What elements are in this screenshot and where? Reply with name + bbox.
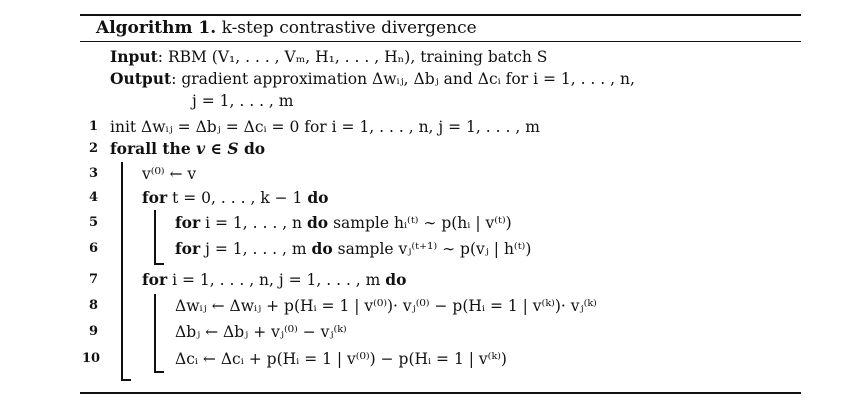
- line-5: for i = 1, . . . , n do sample hᵢ⁽ᵗ⁾ ∼ p(hᵢ | v⁽ᵗ⁾): [175, 213, 512, 232]
- line-number-5: 5: [88, 215, 98, 230]
- output-text: : gradient approximation Δwᵢⱼ, Δbⱼ and Δcᵢ for i = 1, . . . , n,: [171, 70, 635, 88]
- algorithm-caption: [96, 18, 477, 38]
- line-number-8: 8: [88, 298, 98, 313]
- line-7: for i = 1, . . . , n, j = 1, . . . , m do: [142, 270, 407, 289]
- algorithm-title: k-step contrastive divergence: [221, 18, 477, 38]
- for-ij-block-end: [154, 371, 164, 373]
- algorithm-label: Algorithm 1.: [96, 18, 217, 38]
- line-number-7: 7: [88, 272, 98, 287]
- input-label: Input: [110, 47, 158, 66]
- input-text: : RBM (V₁, . . . , Vₘ, H₁, . . . , Hₙ), training batch S: [157, 48, 548, 66]
- for-t-block-bar: [154, 210, 156, 264]
- caption-rule: [80, 41, 801, 42]
- line-4: for t = 0, . . . , k − 1 do: [142, 188, 329, 207]
- line-1: init Δwᵢⱼ = Δbⱼ = Δcᵢ = 0 for i = 1, . . . , n, j = 1, . . . , m: [110, 118, 540, 136]
- top-rule: [80, 14, 801, 16]
- forall-block-end: [121, 379, 131, 381]
- line-2: forall the v ∈ S do: [110, 139, 266, 158]
- algorithm-box: [80, 14, 801, 394]
- line-number-2: 2: [88, 141, 98, 156]
- output-line-cont: j = 1, . . . , m: [192, 92, 294, 110]
- line-9: Δbⱼ ← Δbⱼ + vⱼ⁽⁰⁾ − vⱼ⁽ᵏ⁾: [175, 323, 347, 341]
- line-number-6: 6: [88, 241, 98, 256]
- output-label: Output: [110, 69, 172, 88]
- for-t-block-end: [154, 263, 164, 265]
- input-line: [110, 47, 547, 67]
- line-number-10: 10: [82, 351, 101, 366]
- line-10: Δcᵢ ← Δcᵢ + p(Hᵢ = 1 | v⁽⁰⁾) − p(Hᵢ = 1 | v⁽ᵏ⁾): [175, 350, 507, 368]
- output-line: [110, 69, 635, 89]
- line-number-1: 1: [88, 119, 98, 134]
- line-3: v⁽⁰⁾ ← v: [142, 165, 197, 183]
- line-number-9: 9: [88, 324, 98, 339]
- bottom-rule: [80, 392, 801, 394]
- line-8: Δwᵢⱼ ← Δwᵢⱼ + p(Hᵢ = 1 | v⁽⁰⁾)· vⱼ⁽⁰⁾ − p(Hᵢ = 1 | v⁽ᵏ⁾)· vⱼ⁽ᵏ⁾: [175, 297, 597, 315]
- line-number-3: 3: [88, 166, 98, 181]
- line-number-4: 4: [88, 190, 98, 205]
- for-ij-block-bar: [154, 294, 156, 372]
- forall-block-bar: [121, 162, 123, 380]
- line-6: for j = 1, . . . , m do sample vⱼ⁽ᵗ⁺¹⁾ ∼ p(vⱼ | h⁽ᵗ⁾): [175, 239, 532, 258]
